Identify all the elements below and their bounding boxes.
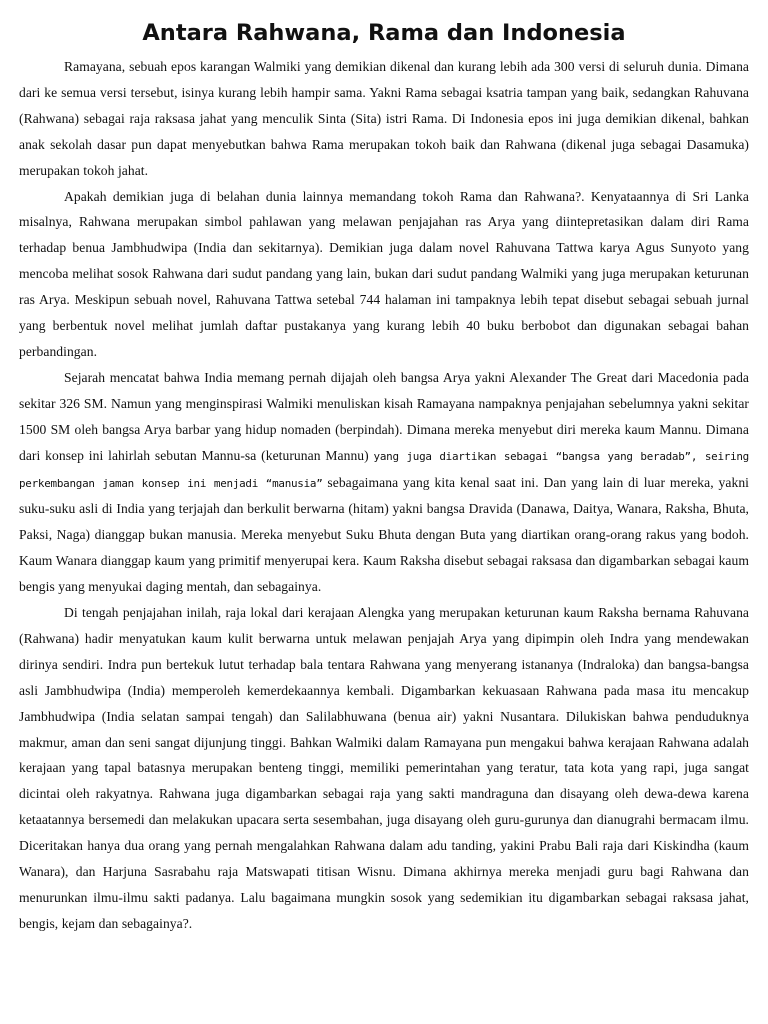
paragraph-4: Di tengah penjajahan inilah, raja lokal dari kerajaan Alengka yang merupakan keturunan kaum Raksha bernama Rahuvana (Rahwana) hadir menyatukan kaum kulit berwarna untuk melawan penjajah Arya yang dipimpin oleh Indra yang mendewakan dirinya sendiri. Indra pun bertekuk lutut terhadap bala tentara Rahwana yang menyerang istananya (Indraloka) dan bangsa-bangsa asli Jambhudwipa (India) memperoleh kemerdekaannya kembali. Digambarkan kekuasaan Rahwana pada masa itu mencakup Jambhudwipa (India selatan sampai tengah) dan Salilabhuwana (benua air) yakni Nusantara. Dilukiskan bahwa penduduknya makmur, aman dan seni sangat dijunjung tinggi. Bahkan Walmiki dalam Ramayana pun mengakui bahwa kerajaan Rahwana adalah kerajaan yang tapal batasnya merupakan benteng tinggi, memiliki pemerintahan yang teratur, tata kota yang rapi, juga sangat dicintai oleh rakyatnya. Rahwana juga digambarkan sebagai raja yang sakti mandraguna dan disayang oleh dewa-dewa karena ketaatannya bersemedi dan melakukan upacara serta sesembahan, juga disayang oleh guru-gurunya dan dianugrahi bermacam ilmu. Diceritakan hanya dua orang yang pernah mengalahkan Rahwana dalam adu tanding, yakini Prabu Bali raja dari Kiskindha (kaum Wanara), dan Harjuna Sasrabahu raja Matswapati titisan Wisnu. Dimana akhirnya mereka menjadi guru bagi Rahwana dan menurunkan ilmu-ilmu sakti padanya. Lalu bagaimana mungkin sosok yang sedemikian itu digambarkan sebagai raksasa jahat, bengis, kejam dan sebagainya?. bbox=[19, 605, 749, 931]
paragraph-2: Apakah demikian juga di belahan dunia lainnya memandang tokoh Rama dan Rahwana?. Kenyataannya di Sri Lanka misalnya, Rahwana merupakan simbol pahlawan yang melawan penjajahan ras Arya yang diintepretasikan dalam diri Rama terhadap benua Jambhudwipa (India dan sekitarnya). Demikian juga dalam novel Rahuvana Tattwa karya Agus Sunyoto yang mencoba melihat sosok Rahwana dari sudut pandang yang lain, bukan dari sudut pandang Walmiki yang juga merupakan keturunan ras Arya. Meskipun sebuah novel, Rahuvana Tattwa setebal 744 halaman ini tampaknya lebih tepat disebut sebagai sebuah jurnal yang berbentuk novel melihat jumlah daftar pustakanya yang kurang lebih 40 buku berbobot dan digunakan sebagai bahan perbandingan. bbox=[19, 188, 749, 359]
paragraph-1: Ramayana, sebuah epos karangan Walmiki yang demikian dikenal dan kurang lebih ada 300 versi di seluruh dunia. Dimana dari ke semua versi tersebut, isinya kurang lebih hampir sama. Yakni Rama sebagai ksatria tampan yang baik, sedangkan Rahuvana (Rahwana) sebagai raja raksasa jahat yang menculik Sinta (Sita) istri Rama. Di Indonesia epos ini juga demikian dikenal, bahkan anak sekolah dasar pun dapat menyebutkan bahwa Rama merupakan tokoh baik dan Rahwana (dikenal juga sebagai Dasamuka) merupakan tokoh jahat. bbox=[19, 59, 749, 178]
paragraph-3-mono-text: yang juga diartikan sebagai “bangsa yang beradab”, seiring perkembangan jaman konsep ini menjadi “manusia” bbox=[19, 449, 749, 490]
paragraph-3-text-before: Sejarah mencatat bahwa India memang pernah dijajah oleh bangsa Arya yakni Alexander The Great dari Macedonia pada sekitar 326 SM. Namun yang menginspirasi Walmiki menuliskan kisah Ramayana nampaknya penjajahan sebelumnya yakni sekitar 1500 SM oleh bangsa Arya barbar yang hidup nomaden (berpindah). Dimana mereka menyebut diri mereka kaum Mannu. Dimana dari konsep ini lahirlah sebutan Mannu-sa (keturunan Mannu) bbox=[19, 369, 749, 463]
document-title: Antara Rahwana, Rama dan Indonesia bbox=[142, 20, 626, 46]
paragraph-3-text-after: sebagaimana yang kita kenal saat ini. Dan yang lain di luar mereka, yakni suku-suku asli di India yang terjajah dan berkulit berwarna (hitam) yakni bangsa Dravida (Danawa, Daitya, Wanara, Raksha, Bhuta, Paksi, Naga) dianggap bukan manusia. Mereka menyebut Suku Bhuta dengan Buta yang diartikan orang-orang rakus yang bodoh. Kaum Wanara dianggap kaum yang primitif menyerupai kera. Kaum Raksha disebut sebagai raksasa dan digambarkan sebagai kaum bengis yang menyukai daging mentah, dan sebagainya. bbox=[19, 474, 749, 595]
paragraph-3 bbox=[19, 365, 749, 600]
